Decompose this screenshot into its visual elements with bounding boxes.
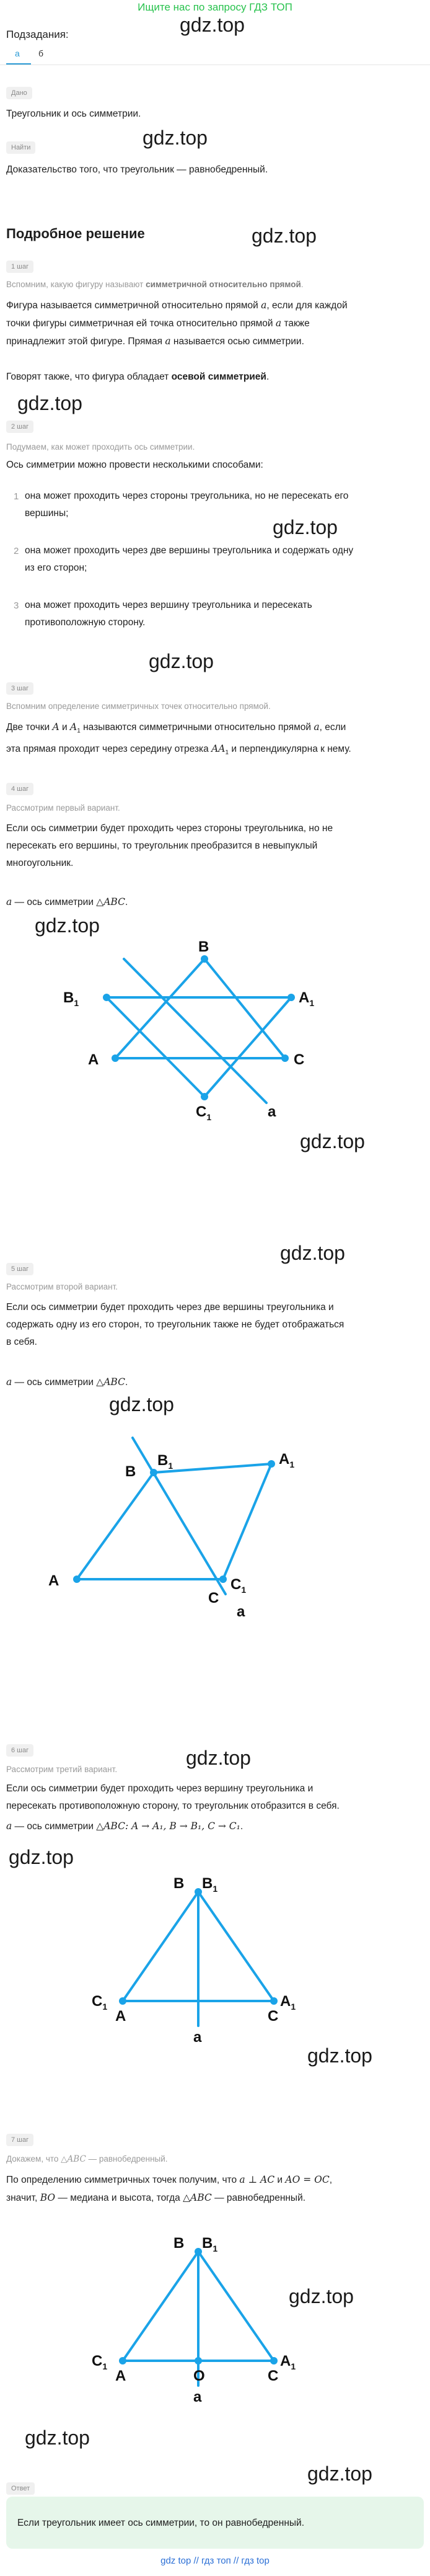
label-axis-a: a: [193, 2389, 202, 2405]
label-b1: $B_1$: [202, 1875, 218, 1894]
answer-text: Если треугольник имеет ось симметрии, то он равнобедренный.: [17, 2518, 305, 2528]
side-ba: [123, 1892, 198, 2001]
step-5-formula: a — ось симметрии △ABC.: [6, 1376, 128, 1388]
given-pill: Дано: [6, 87, 32, 99]
solution-title: Подробное решение: [6, 226, 145, 241]
label-a1: $A_1$: [280, 2353, 296, 2371]
point-a: [112, 1054, 119, 1062]
watermark: gdz.top: [9, 1846, 74, 1868]
step-3-pill: 3 шаг: [6, 682, 33, 695]
step-1-paragraph: Фигура называется симметричной относительно прямой a, если для каждой точки фигуры симметричная ей точка относительно прямой a также принадлежит этой фигуре. Прямая a называется осью симметрии.: [6, 300, 348, 347]
watermark: gdz.top: [35, 914, 100, 937]
label-a1: $A_1$: [280, 1993, 296, 2012]
label-b: B: [173, 1875, 185, 1892]
step-4-hint: Рассмотрим первый вариант.: [6, 803, 120, 813]
watermark: gdz.top: [186, 1747, 251, 1769]
search-promo-link[interactable]: Ищите нас по запросу ГДЗ ТОП: [138, 1, 292, 13]
label-b: B: [198, 938, 209, 955]
subtasks-label: Подзадания:: [6, 29, 69, 40]
label-c1: $C_1$: [92, 1993, 108, 2012]
label-c1: $C_1$: [230, 1576, 247, 1595]
point-c: [270, 1997, 278, 2005]
watermark: gdz.top: [300, 1130, 365, 1152]
label-c: C: [268, 2368, 279, 2384]
step-6-formula: a — ось симметрии △ABC: A → A₁, B → B₁, C → C₁.: [6, 1821, 244, 1832]
watermark: gdz.top: [149, 650, 214, 672]
triangle-side-ba: [115, 959, 204, 1058]
point-c: [270, 2357, 278, 2364]
list-item: она может проходить через стороны треугольника, но не пересекать его вершины;: [25, 491, 349, 519]
watermark: gdz.top: [180, 14, 245, 36]
step-1-axial-symmetry: Говорят также, что фигура обладает осевой симметрией.: [6, 372, 270, 382]
label-c: C: [294, 1051, 305, 1068]
answer-pill: Ответ: [6, 2482, 35, 2495]
label-a: A: [88, 1051, 99, 1068]
label-a: A: [115, 2368, 126, 2384]
point-a1: [268, 1460, 275, 1468]
figure-isosceles-axis: [74, 1861, 322, 2047]
footer-links[interactable]: gdz top // гдз топ // гдз top: [160, 2556, 270, 2566]
label-c1: $C_1$: [196, 1103, 212, 1122]
watermark: gdz.top: [109, 1393, 174, 1415]
side-bc: [198, 2252, 274, 2361]
figure-star-hexagram: [50, 937, 335, 1129]
point-c: [281, 1054, 289, 1062]
point-c1: [201, 1093, 208, 1100]
list-item-number: 1: [14, 491, 19, 502]
step-6-pill: 6 шаг: [6, 1744, 33, 1757]
label-a: A: [115, 2008, 126, 2025]
figure-isosceles-proof: [74, 2221, 322, 2407]
label-o: O: [193, 2368, 205, 2384]
watermark: gdz.top: [307, 2044, 372, 2067]
step-4-text: Если ось симметрии будет проходить через стороны треугольника, но не пересекать его вершины, то треугольник преобразится в невыпуклый многоугольник.: [6, 823, 333, 868]
watermark: gdz.top: [17, 392, 82, 414]
step-7-hint: Докажем, что △ABC — равнобедренный.: [6, 2154, 168, 2164]
label-b: B: [173, 2235, 185, 2252]
label-c: C: [208, 1590, 219, 1607]
step-2-pill: 2 шаг: [6, 421, 33, 433]
step-1-pill: 1 шаг: [6, 261, 33, 273]
label-a1: $A_1$: [299, 989, 315, 1008]
watermark: gdz.top: [307, 2462, 372, 2485]
point-b: [201, 955, 208, 963]
point-a1: [287, 994, 295, 1001]
step-4-pill: 4 шаг: [6, 783, 33, 795]
watermark: gdz.top: [273, 516, 338, 538]
point-a: [119, 2357, 126, 2364]
step-6-text: Если ось симметрии будет проходить через вершину треугольника и пересекать противоположную сторону, то треугольник отобразится в себя.: [6, 1783, 340, 1811]
step-7-proof: По определению симметричных точек получим, что a ⊥ AC и AO = OC, значит, BO — медиана и высота, тогда △ABC — равнобедренный.: [6, 2174, 333, 2203]
step-6-hint: Рассмотрим третий вариант.: [6, 1765, 118, 1774]
side-ba: [123, 2252, 198, 2361]
triangle-side-bc: [204, 959, 285, 1058]
point-a: [73, 1575, 81, 1583]
label-b1: $B_1$: [63, 989, 79, 1008]
label-axis-a: a: [193, 2029, 202, 2046]
triangle-side-ab: [77, 1473, 154, 1579]
tab-b[interactable]: б: [38, 48, 44, 58]
step-1-hint: Вспомним, какую фигуру называют симметричной относительно прямой.: [6, 280, 304, 289]
step-2-hint: Подумаем, как может проходить ось симметрии.: [6, 442, 195, 452]
label-axis-a: a: [268, 1103, 276, 1120]
step-2-intro: Ось симметрии можно провести несколькими способами:: [6, 460, 263, 470]
axis-line-a: [133, 1438, 226, 1594]
label-a: A: [48, 1572, 59, 1589]
point-b1: [103, 994, 110, 1001]
find-text: Доказательство того, что треугольник — равнобедренный.: [6, 164, 268, 175]
step-7-pill: 7 шаг: [6, 2134, 33, 2146]
watermark: gdz.top: [143, 127, 208, 149]
label-c1: $C_1$: [92, 2353, 108, 2371]
watermark: gdz.top: [289, 2285, 354, 2307]
list-item-number: 2: [14, 546, 19, 556]
watermark: gdz.top: [25, 2427, 90, 2449]
list-item: она может проходить через две вершины треугольника и содержать одну из его сторон;: [25, 545, 354, 573]
label-axis-a: a: [237, 1603, 245, 1620]
point-o: [195, 2357, 202, 2364]
point-b-b1: [150, 1469, 157, 1476]
watermark: gdz.top: [252, 225, 317, 247]
tab-a[interactable]: а: [15, 48, 20, 58]
label-b1: $B_1$: [202, 2235, 218, 2253]
label-a1: $A_1$: [279, 1451, 295, 1469]
list-item: она может проходить через вершину треугольника и пересекать противоположную сторону.: [25, 600, 312, 628]
step-3-definition: Две точки A и $A_1$ называются симметричными относительно прямой a, если эта прямая проходит через середину отрезка $AA_1$ и перпендикулярна к нему.: [6, 721, 351, 757]
step-5-text: Если ось симметрии будет проходить через две вершины треугольника и содержать одну из его сторон, то треугольник также не будет отображаться в себя.: [6, 1302, 344, 1347]
step-5-hint: Рассмотрим второй вариант.: [6, 1282, 118, 1291]
point-b: [195, 1888, 202, 1896]
watermark: gdz.top: [280, 1242, 345, 1264]
find-pill: Найти: [6, 141, 35, 154]
label-b: B: [125, 1463, 136, 1480]
point-a: [119, 1997, 126, 2005]
point-b: [195, 2248, 202, 2255]
point-c-c1: [219, 1575, 227, 1583]
side-bc: [198, 1892, 274, 2001]
figure-two-vertices-axis: [12, 1427, 310, 1638]
list-item-number: 3: [14, 600, 19, 611]
axis-line-a: [124, 959, 266, 1103]
step-4-formula: a — ось симметрии △ABC.: [6, 896, 128, 907]
label-c: C: [268, 2008, 279, 2025]
step-3-hint: Вспомним определение симметричных точек относительно прямой.: [6, 702, 271, 711]
given-text: Треугольник и ось симметрии.: [6, 109, 141, 119]
reflected-side-a1c1: [223, 1464, 271, 1579]
step-5-pill: 5 шаг: [6, 1263, 33, 1275]
label-b1: $B_1$: [157, 1452, 173, 1471]
